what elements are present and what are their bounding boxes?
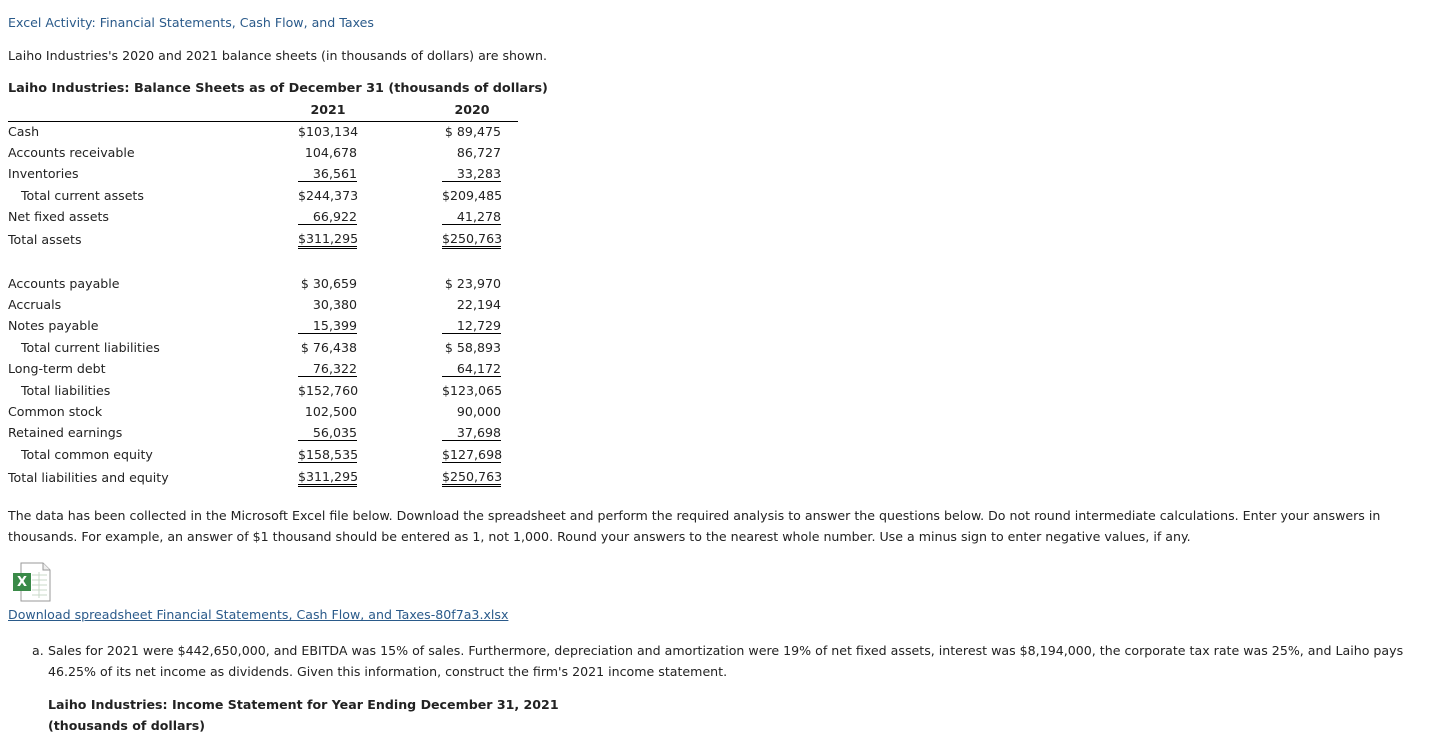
row-label: Total liabilities <box>21 383 111 398</box>
value-2021: $311,295 <box>298 231 357 249</box>
income-statement-units: (thousands of dollars) <box>48 718 205 733</box>
intro-text: Laiho Industries's 2020 and 2021 balance sheets (in thousands of dollars) are shown. <box>8 48 547 63</box>
value-2021: 15,399 <box>298 318 357 334</box>
download-spreadsheet-link[interactable]: Download spreadsheet Financial Statements, Cash Flow, and Taxes-80f7a3.xlsx <box>8 607 509 622</box>
instructions-text: The data has been collected in the Microsoft Excel file below. Download the spreadsheet and perform the required analysis to answer the questions below. Do not round intermediate calculations. Enter your answers in thousands. For example, an answer of $1 thousand should be entered as 1, not 1,000. Round your answers to the nearest whole number. Use a minus sign to enter negative values, if any. <box>8 508 1381 544</box>
value-2020: $127,698 <box>442 447 503 462</box>
value-2020: $ 89,475 <box>444 124 501 139</box>
row-label: Common stock <box>8 404 103 419</box>
value-2021: $ 30,659 <box>300 276 357 291</box>
value-2021: 30,380 <box>312 297 357 312</box>
value-2021: $103,134 <box>298 124 359 139</box>
value-2020: 41,278 <box>442 209 501 225</box>
activity-title: Excel Activity: Financial Statements, Cash Flow, and Taxes <box>8 15 374 30</box>
excel-icon-letter: X <box>17 575 28 590</box>
value-2020: $123,065 <box>442 383 503 398</box>
value-2021: $ 76,438 <box>300 340 357 355</box>
value-2020: 22,194 <box>456 297 501 312</box>
income-statement-title: Laiho Industries: Income Statement for Year Ending December 31, 2021 <box>48 697 559 712</box>
value-2021: 76,322 <box>298 361 357 377</box>
column-header-2021: 2021 <box>310 102 346 117</box>
row-label: Total common equity <box>21 447 153 462</box>
value-2021: $158,535 <box>298 447 359 462</box>
row-label: Inventories <box>8 166 79 181</box>
value-2020: $250,763 <box>442 469 501 487</box>
row-label: Total current liabilities <box>21 340 160 355</box>
value-2021: 56,035 <box>298 425 357 441</box>
value-2021: $244,373 <box>298 188 359 203</box>
value-2020: 64,172 <box>442 361 501 377</box>
value-2020: 12,729 <box>442 318 501 334</box>
table-header-rule <box>8 121 518 122</box>
row-label: Accounts payable <box>8 276 120 291</box>
column-header-2020: 2020 <box>454 102 490 117</box>
excel-file-icon[interactable] <box>12 562 52 602</box>
row-label: Cash <box>8 124 40 139</box>
question-a-text: Sales for 2021 were $442,650,000, and EBITDA was 15% of sales. Furthermore, depreciation and amortization were 19% of net fixed assets, interest was $8,194,000, the corporate tax rate was 25%, and Laiho pays 46.25% of its net income as dividends. Given this information, construct the firm's 2021 income statement. <box>48 643 1404 679</box>
row-label: Notes payable <box>8 318 99 333</box>
value-2021: 36,561 <box>298 166 357 182</box>
question-a <box>32 640 1417 682</box>
row-label: Total liabilities and equity <box>8 470 169 485</box>
value-2020: 33,283 <box>442 166 501 182</box>
row-label: Total current assets <box>21 188 144 203</box>
balance-sheet-heading: Laiho Industries: Balance Sheets as of December 31 (thousands of dollars) <box>8 81 548 96</box>
question-a-label: a. <box>32 643 44 658</box>
value-2020: 37,698 <box>442 425 501 441</box>
value-2020: 90,000 <box>456 404 501 419</box>
value-2021: $152,760 <box>298 383 359 398</box>
income-statement-heading <box>48 694 559 736</box>
value-2021: 66,922 <box>298 209 357 225</box>
value-2020: $209,485 <box>442 188 503 203</box>
value-2020: 86,727 <box>456 145 501 160</box>
row-label: Accruals <box>8 297 62 312</box>
row-label: Long-term debt <box>8 361 106 376</box>
value-2021: 104,678 <box>304 145 357 160</box>
value-2020: $ 58,893 <box>444 340 501 355</box>
value-2021: 102,500 <box>304 404 357 419</box>
row-label: Retained earnings <box>8 425 123 440</box>
value-2021: $311,295 <box>298 469 357 487</box>
row-label: Total assets <box>8 232 82 247</box>
row-label: Accounts receivable <box>8 145 135 160</box>
value-2020: $250,763 <box>442 231 501 249</box>
value-2020: $ 23,970 <box>444 276 501 291</box>
row-label: Net fixed assets <box>8 209 109 224</box>
